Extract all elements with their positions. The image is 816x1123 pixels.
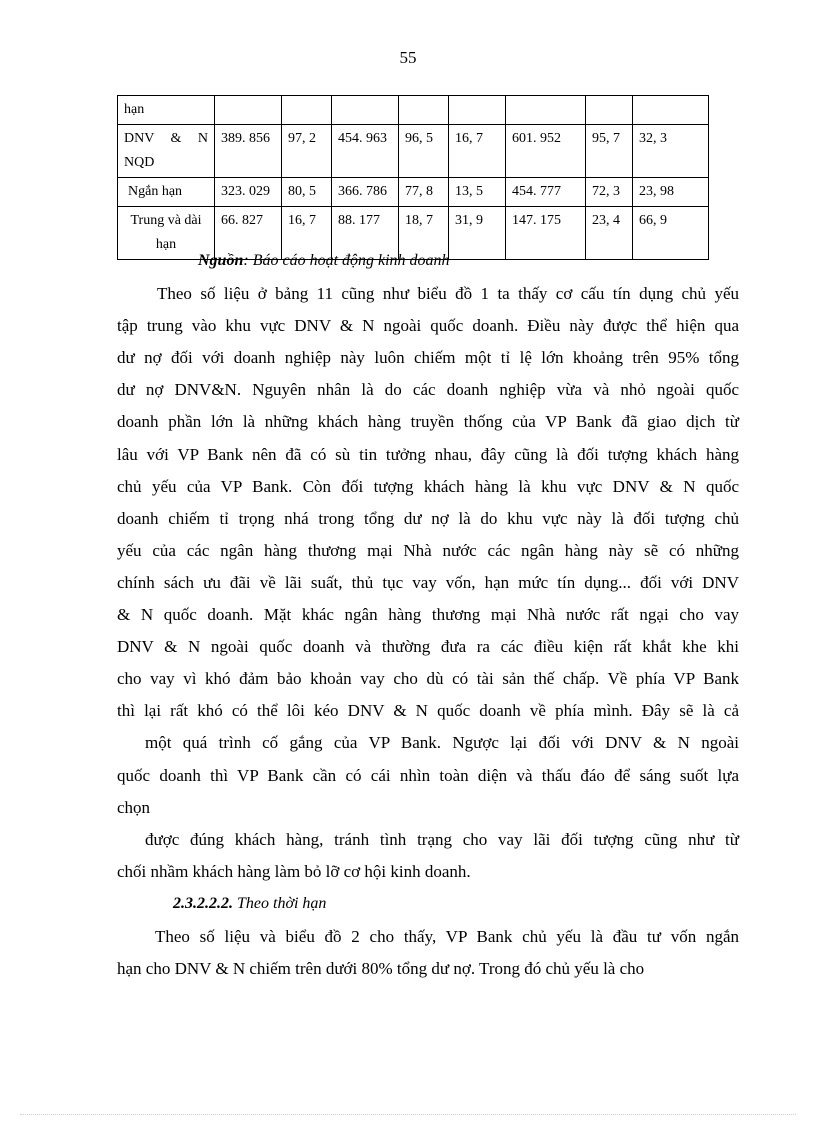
table-cell: 366. 786 <box>332 178 399 207</box>
table-cell: 72, 3 <box>586 178 633 207</box>
table-cell: 88. 177 <box>332 207 399 260</box>
source-text: : Báo cáo hoạt động kinh doanh <box>243 252 450 269</box>
paragraph-line: tập trung vào khu vực DNV & N ngoài quốc doanh. Điều này được thể hiện qua <box>117 316 739 336</box>
row-label-line: NQD <box>124 155 155 170</box>
paragraph-line: quốc doanh thì VP Bank cần có cái nhìn toàn diện và thấu đáo để sáng suốt lựa <box>117 765 739 785</box>
paragraph-line: dư nợ DNV&N. Nguyên nhân là do các doanh nghiệp vừa và nhỏ ngoài quốc <box>117 380 739 400</box>
paragraph-line: doanh chiếm tỉ trọng nhá trong tổng dư nợ là do khu vực này là đối tượng chủ <box>117 508 739 528</box>
table-cell <box>332 96 399 125</box>
table-cell <box>506 96 586 125</box>
row-label-line: Trung và dài <box>130 213 202 228</box>
paragraph-line: Theo số liệu ở bảng 11 cũng như biểu đồ 1 ta thấy cơ cấu tín dụng chủ yếu <box>157 284 739 303</box>
table-row <box>118 96 709 125</box>
paragraph-line: một quá trình cố gắng của VP Bank. Ngược lại đối với DNV & N ngoài <box>145 733 739 753</box>
row-label-line: DNV & N <box>124 131 208 146</box>
table-row <box>118 125 709 178</box>
table-cell <box>399 96 449 125</box>
paragraph-line: cho vay vì khó đảm bảo khoản vay cho dù có tài sản thế chấp. Về phía VP Bank <box>117 669 739 689</box>
page-number: 55 <box>399 48 417 67</box>
paragraph-line: chính sách ưu đãi về lãi suất, thủ tục vay vốn, hạn mức tín dụng... đối với DNV <box>117 572 739 592</box>
paragraph-line: yếu của các ngân hàng thương mại Nhà nước các ngân hàng này sẽ có những <box>117 540 739 560</box>
table-cell: 16, 7 <box>282 207 332 260</box>
table-cell: 16, 7 <box>449 125 506 178</box>
row-label: Ngắn hạn <box>118 178 215 207</box>
section-title: Theo thời hạn <box>233 895 327 912</box>
source-label: Nguồn <box>198 252 244 269</box>
row-label: hạn <box>118 96 215 125</box>
table-cell: 66, 9 <box>633 207 709 260</box>
paragraph-line: lâu với VP Bank nên đã có sù tin tưởng nhau, đây cũng là đối tượng khách hàng <box>117 444 739 464</box>
table-cell: 80, 5 <box>282 178 332 207</box>
table-cell: 23, 98 <box>633 178 709 207</box>
section-number: 2.3.2.2.2. <box>173 895 233 912</box>
table-cell: 13, 5 <box>449 178 506 207</box>
table-cell: 601. 952 <box>506 125 586 178</box>
paragraph-line: doanh phần lớn là những khách hàng truyền thống của VP Bank đã giao dịch từ <box>117 412 739 432</box>
paragraph-line: chủ yếu của VP Bank. Còn đối tượng khách hàng là khu vực DNV & N quốc <box>117 476 739 496</box>
paragraph-line: được đúng khách hàng, tránh tình trạng cho vay lãi đối tượng cũng như từ <box>145 829 739 849</box>
table-cell <box>449 96 506 125</box>
table-cell <box>633 96 709 125</box>
table-row <box>118 178 709 207</box>
paragraph-line: dư nợ đối với doanh nghiệp này luôn chiếm một tỉ lệ lớn khoảng trên 95% tổng <box>117 348 739 368</box>
paragraph-line: chọn <box>117 797 151 817</box>
table-source <box>198 252 450 270</box>
table-cell: 95, 7 <box>586 125 633 178</box>
table-cell: 31, 9 <box>449 207 506 260</box>
table-cell <box>586 96 633 125</box>
table-cell: 147. 175 <box>506 207 586 260</box>
row-label <box>118 125 215 178</box>
table-cell: 66. 827 <box>215 207 282 260</box>
table-cell: 454. 777 <box>506 178 586 207</box>
paragraph-line: hạn cho DNV & N chiếm trên dưới 80% tổng dư nợ. Trong đó chủ yếu là cho <box>117 959 645 978</box>
paragraph-line: & N quốc doanh. Mặt khác ngân hàng thương mại Nhà nước rất ngại cho vay <box>117 605 739 624</box>
paragraph-line: thì lại rất khó có thể lôi kéo DNV & N quốc doanh về phía mình. Đây sẽ là cả <box>117 701 739 721</box>
table-cell <box>215 96 282 125</box>
paragraph-line: Theo số liệu và biểu đồ 2 cho thấy, VP Bank chủ yếu là đầu tư vốn ngắn <box>155 927 739 946</box>
table-cell: 389. 856 <box>215 125 282 178</box>
paragraph-line: DNV & N ngoài quốc doanh và thường đưa ra các điều kiện rất khắt khe khi <box>117 637 739 657</box>
section-heading <box>173 895 326 913</box>
table-cell: 97, 2 <box>282 125 332 178</box>
table-cell <box>282 96 332 125</box>
table-cell: 23, 4 <box>586 207 633 260</box>
table-cell: 32, 3 <box>633 125 709 178</box>
table-cell: 323. 029 <box>215 178 282 207</box>
row-label-line: hạn <box>155 237 177 252</box>
page-bottom-border <box>20 1114 796 1115</box>
table-cell: 454. 963 <box>332 125 399 178</box>
credit-structure-table <box>117 95 709 260</box>
table-cell: 77, 8 <box>399 178 449 207</box>
table-cell: 96, 5 <box>399 125 449 178</box>
table-cell: 18, 7 <box>399 207 449 260</box>
paragraph-line: chối nhầm khách hàng làm bỏ lỡ cơ hội kinh doanh. <box>117 861 471 881</box>
